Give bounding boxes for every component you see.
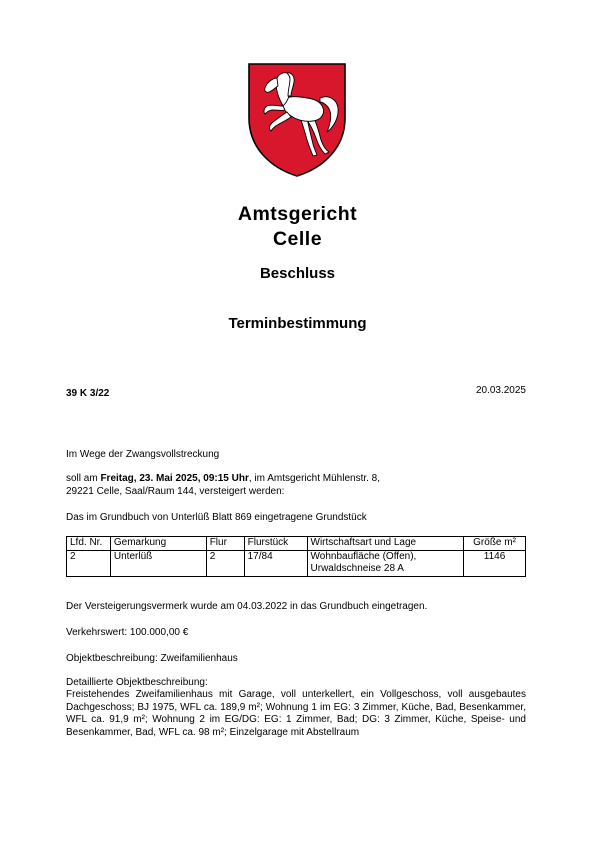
verkehrswert-text: Verkehrswert: 100.000,00 €: [66, 627, 189, 638]
document-type: Beschluss: [259, 265, 336, 282]
document-date: 20.03.2025: [475, 385, 526, 396]
coat-of-arms-horse-logo: [247, 62, 347, 178]
cell-gemarkung: Unterlüß: [110, 550, 206, 576]
term-date: Freitag, 23. Mai 2025, 09:15 Uhr: [100, 473, 249, 484]
case-number: 39 K 3/22: [66, 388, 110, 399]
table-header-row: [67, 537, 526, 551]
term-suffix: , im Amtsgericht Mühlenstr. 8,: [248, 473, 381, 484]
table-row: [67, 550, 526, 576]
detail-label: Detaillierte Objektbeschreibung:: [66, 677, 208, 688]
cell-wirtschaft: Wohnbaufläche (Offen), Urwaldschneise 28 A: [307, 550, 464, 576]
court-name-line2: Celle: [272, 228, 323, 250]
col-header-flur: Flur: [206, 537, 244, 551]
cell-flur: 2: [206, 550, 244, 576]
cell-flurstueck: 17/84: [244, 550, 307, 576]
court-name-line1: Amtsgericht: [237, 203, 358, 225]
col-header-groesse: Größe m²: [464, 537, 526, 551]
vermerk-text: Der Versteigerungsvermerk wurde am 04.03.2022 in das Grundbuch eingetragen.: [66, 601, 428, 612]
term-line2: 29221 Celle, Saal/Raum 144, versteigert werden:: [66, 485, 285, 497]
cell-groesse: 1146: [464, 550, 526, 576]
grundbuch-text: Das im Grundbuch von Unterlüß Blatt 869 eingetragene Grundstück: [66, 512, 367, 523]
col-header-gemarkung: Gemarkung: [110, 537, 206, 551]
col-header-lfd: Lfd. Nr.: [67, 537, 111, 551]
col-header-wirtschaft: Wirtschaftsart und Lage: [307, 537, 464, 551]
col-header-flurstueck: Flurstück: [244, 537, 307, 551]
term-prefix: soll am: [66, 473, 101, 484]
objekt-text: Objektbeschreibung: Zweifamilienhaus: [66, 653, 238, 664]
detail-text: Freistehendes Zweifamilienhaus mit Garage, voll unterkellert, ein Vollgeschoss, voll ausgebautes Dachgeschoss; BJ 1975, WFL ca. 189,9 m²; Wohnung 1 im EG: 3 Zimmer, Küche, Bad, Besenkammer, WFL ca. 91,9 m²; Wohnung 2 im EG/DG: EG: 1 Zimmer, Bad; DG: 3 Zimmer, Küche, Speise- und Besenkammer, Bad, WFL ca. 98 m²; Einzelgarage mit Abstellraum: [66, 689, 526, 738]
term-text: [66, 473, 526, 498]
document-title: Terminbestimmung: [228, 315, 367, 332]
intro-text: Im Wege der Zwangsvollstreckung: [66, 449, 220, 460]
cell-lfd: 2: [67, 550, 111, 576]
property-table: [66, 536, 526, 577]
